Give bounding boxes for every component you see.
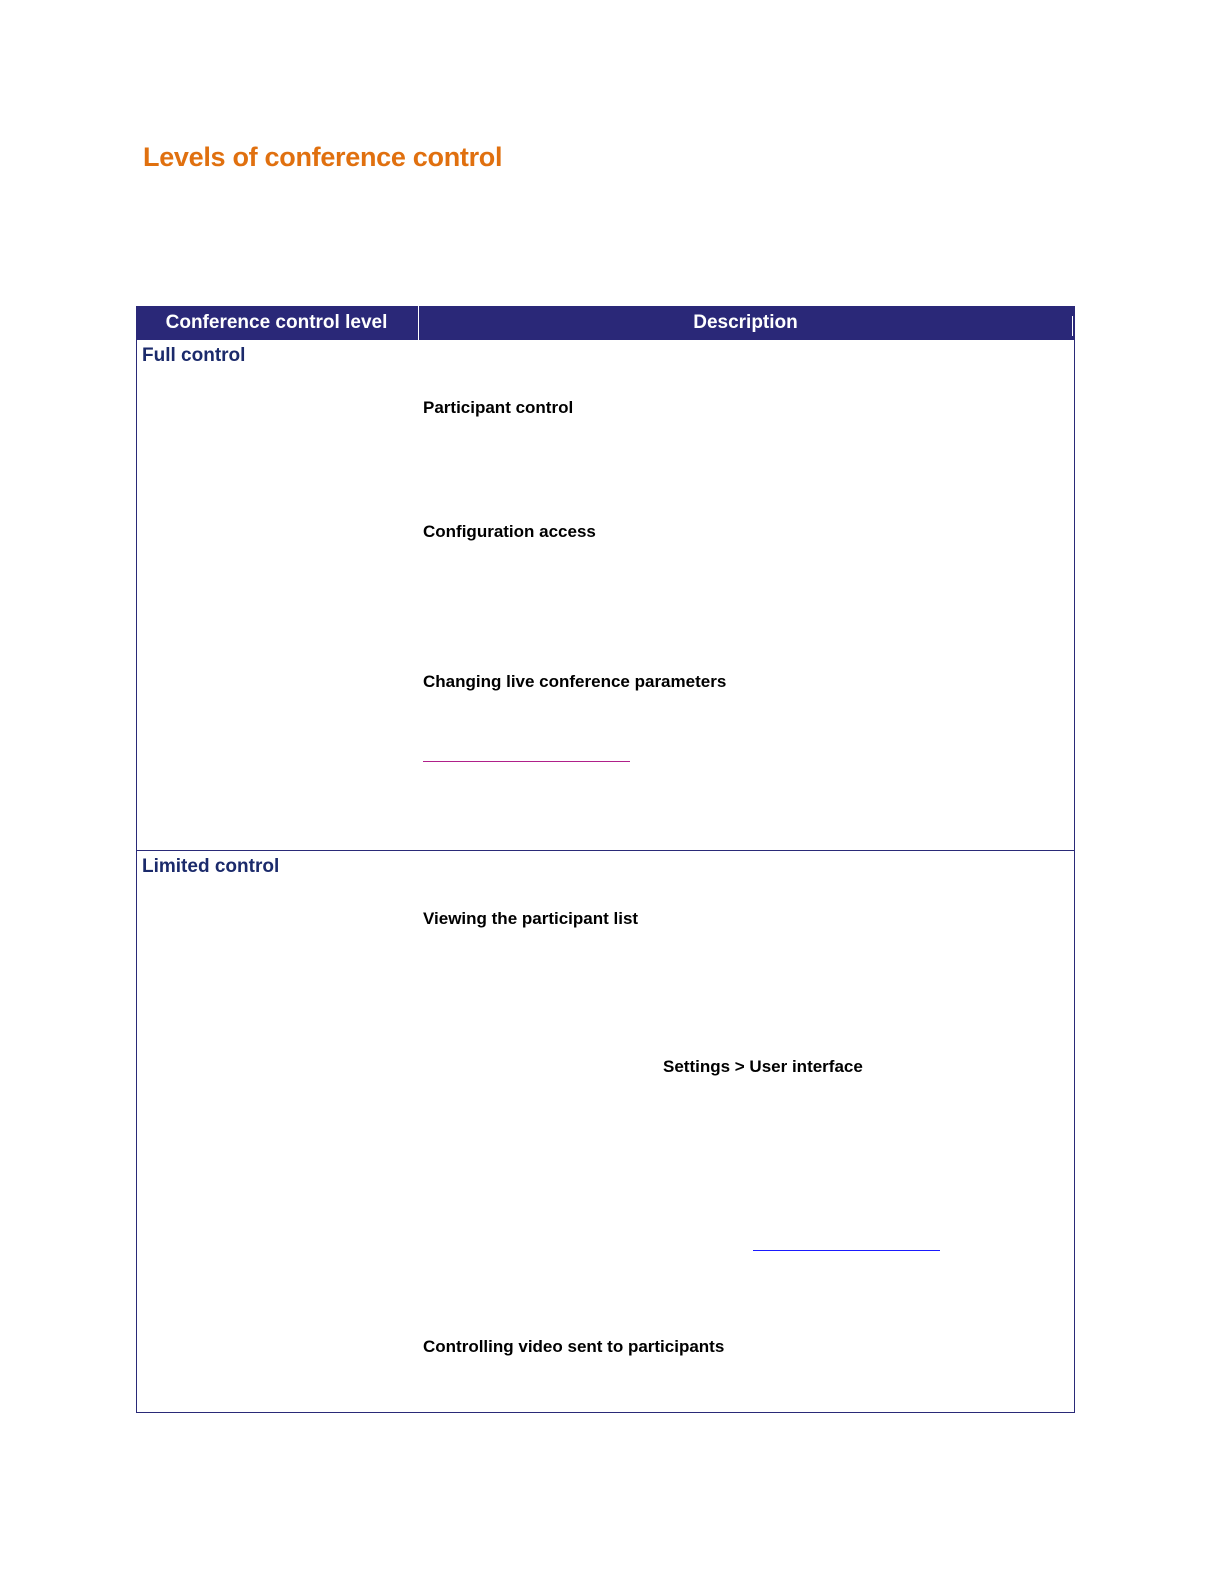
header-description: Description [693, 312, 798, 333]
hyperlink-underline[interactable] [753, 1250, 940, 1251]
table-header [136, 306, 1075, 340]
conference-control-table [136, 306, 1075, 1413]
row-level-full-control: Full control [142, 345, 246, 366]
page-title: Levels of conference control [143, 142, 503, 172]
hyperlink-underline[interactable] [423, 761, 630, 762]
menu-path-settings-user-interface: Settings > User interface [663, 1057, 863, 1076]
subheading-viewing-the-participant-list: Viewing the participant list [423, 909, 639, 928]
row-level-limited-control: Limited control [142, 856, 280, 877]
subheading-controlling-video-sent-to-participants: Controlling video sent to participants [423, 1337, 725, 1356]
row-divider [136, 850, 1075, 851]
subheading-changing-live-conference-parameters: Changing live conference parameters [423, 672, 727, 691]
subheading-participant-control: Participant control [423, 398, 574, 417]
subheading-configuration-access: Configuration access [423, 522, 596, 541]
header-end-marker [1072, 316, 1073, 336]
header-conference-control-level: Conference control level [165, 312, 388, 333]
